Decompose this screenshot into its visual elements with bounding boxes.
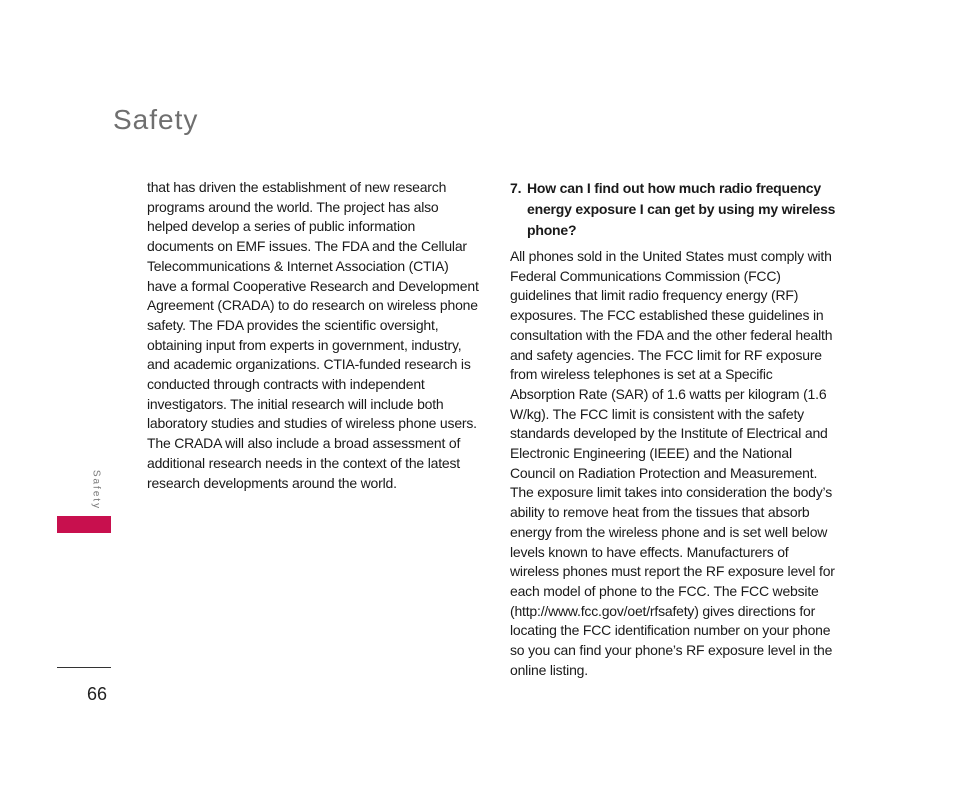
section-tab-label: Safety xyxy=(90,469,102,511)
page-title: Safety xyxy=(113,104,199,135)
faq-question xyxy=(510,178,840,241)
right-column xyxy=(510,178,840,680)
footer-divider xyxy=(57,667,111,668)
left-column xyxy=(147,178,481,493)
question-number: 7. xyxy=(510,180,522,196)
section-tab-marker xyxy=(57,516,111,533)
question-text: How can I find out how much radio frequency energy exposure I can get by using my wireless phone? xyxy=(527,180,836,238)
page-number: 66 xyxy=(87,684,108,704)
answer-paragraph: All phones sold in the United States must comply with Federal Communications Commission (FCC) guidelines that limit radio frequency energy (RF) exposures. The FCC established these guidelines in consultation with the FDA and the other federal health and safety agencies. The FCC limit for RF exposure from wireless telephones is set at a Specific Absorption Rate (SAR) of 1.6 watts per kilogram (1.6 W/kg). The FCC limit is consistent with the safety standards developed by the Institute of Electrical and Electronic Engineering (IEEE) and the National Council on Radiation Protection and Measurement. The exposure limit takes into consideration the body’s ability to remove heat from the tissues that absorb energy from the wireless phone and is set well below levels known to have effects. Manufacturers of wireless phones must report the RF exposure level for each model of phone to the FCC. The FCC website (http://www.fcc.gov/oet/rfsafety) gives directions for locating the FCC identification number on your phone so you can find your phone’s RF exposure level in the online listing. xyxy=(510,248,835,678)
body-paragraph: that has driven the establishment of new research programs around the world. The project has also helped develop a series of public information documents on EMF issues. The FDA and the Cellular Telecommunications & Internet Association (CTIA) have a formal Cooperative Research and Development Agreement (CRADA) to do research on wireless phone safety. The FDA provides the scientific oversight, obtaining input from experts in government, industry, and academic organizations. CTIA-funded research is conducted through contracts with independent investigators. The initial research will include both laboratory studies and studies of wireless phone users. The CRADA will also include a broad assessment of additional research needs in the context of the latest research developments around the world. xyxy=(147,179,479,491)
